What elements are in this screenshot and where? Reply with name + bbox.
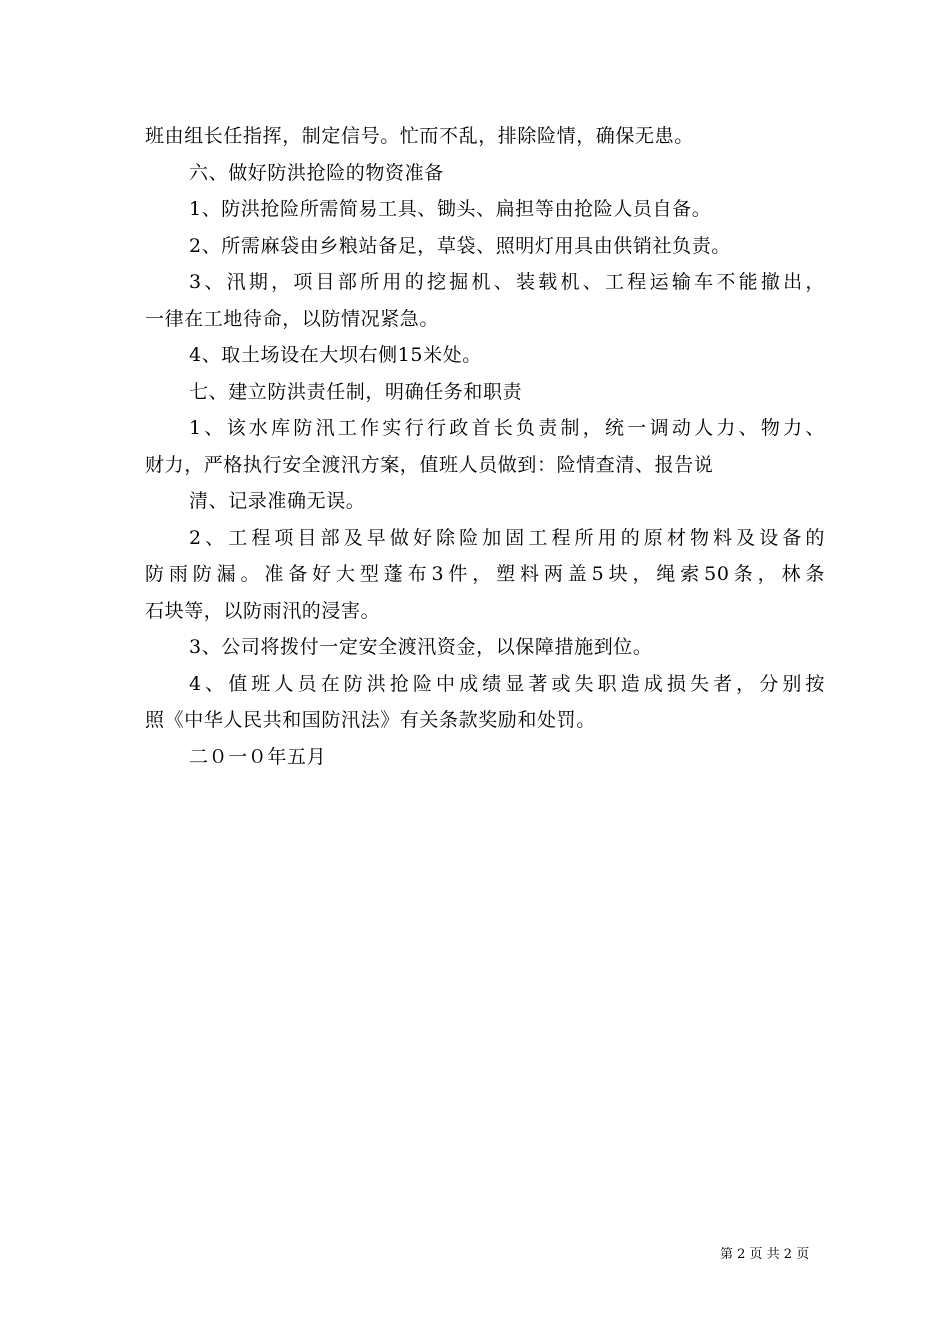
text-line: 照《中华人民共和国防汛法》有关条款奖励和处罚。: [145, 709, 596, 731]
text-line: 4、值班人员在防洪抢险中成绩显著或失职造成损失者，分别按: [189, 672, 825, 695]
text-line: 3、汛期，项目部所用的挖掘机、装载机、工程运输车不能撤出，: [189, 271, 825, 293]
text-line: 3、公司将拨付一定安全渡汛资金，以保障措施到位。: [189, 636, 653, 658]
text-line: 1、防洪抢险所需简易工具、锄头、扁担等由抢险人员自备。: [189, 198, 712, 220]
section-heading: 七、建立防洪责任制，明确任务和职责: [189, 380, 523, 403]
text-line: 一律在工地待命，以防情况紧急。: [145, 307, 440, 330]
text-line: 清、记录准确无误。: [189, 490, 366, 512]
text-line: 4、取土场设在大坝右侧15米处。: [189, 344, 482, 366]
text-line: 2、所需麻袋由乡粮站备足，草袋、照明灯用具由供销社负责。: [189, 234, 731, 257]
text-line: 防雨防漏。准备好大型蓬布3件，塑料两盖5块，绳索50条，林条: [145, 563, 825, 585]
section-heading: 六、做好防洪抢险的物资准备: [189, 161, 444, 184]
text-line: 石块等，以防雨汛的浸害。: [145, 599, 381, 622]
text-line: 班由组长任指挥，制定信号。忙而不乱，排除险情，确保无患。: [145, 125, 694, 147]
text-line: 财力，严格执行安全渡汛方案，值班人员做到：险情查清、报告说: [145, 453, 714, 476]
document-date: 二０一０年五月: [189, 745, 327, 768]
text-line: 2、工程项目部及早做好除险加固工程所用的原材物料及设备的: [189, 526, 825, 549]
page-number: 第 2 页 共 2 页: [720, 1247, 810, 1262]
document-body: [145, 118, 825, 775]
text-line: 1、该水库防汛工作实行行政首长负责制，统一调动人力、物力、: [189, 417, 825, 439]
